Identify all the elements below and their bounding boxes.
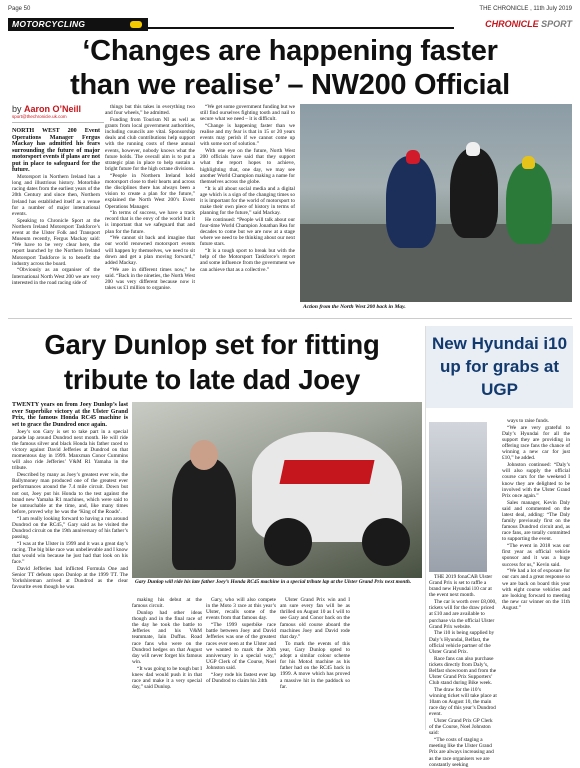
sidebar-column-1 [429,418,497,768]
rear-wheel-icon [362,518,410,566]
brand-label: CHRONICLE SPORT [485,19,572,29]
article2-headline: Gary Dunlop set for fitting tribute to late dad Joey [44,329,380,395]
photo2-caption: Gary Dunlop will ride his late father Joey’s Honda RC45 machine in a special tribute lap at the Ulster Grand Prix next month. [132,578,422,594]
section-divider [8,318,572,319]
paragraph: THE 2019 fonaCAB Ulster Grand Prix is set to raffle a brand new Hyundai i10 car at the event next month. [429,574,493,599]
helmet-2-icon [466,142,480,156]
helmet-3-icon [522,156,535,169]
paragraph: Sales manager, Kevin Daly said and commented on the latest deal, adding: “The Daly family previously first on the famous Dundrod circuit and, as race fans, are totally committed to supporting the event. [502,499,570,543]
rider-figure-icon [172,458,236,570]
paragraph: ways to raise funds. [507,418,550,424]
sidebar-column-2 [502,418,570,728]
paragraph: “The 1999 superbike race battle between Joey and David Jefferies was one of the greatest races ever seen at the Ulster and we wanted to mark the 20th anniversary in a special way,” UGP Clerk of the Course, Noel Johnston said. [206,622,276,672]
rider-2-icon [450,148,498,238]
byline: by Aaron O’Neill sport@thechronicle.uk.com [12,104,97,123]
paragraph: Ulster Grand Prix win and I am sure every fan will be as thrilled on August 10 as I will to see Gary and Conor back on the famous old course aboard the machines Joey and David rode that day.” [280,597,350,640]
page-topline [8,6,572,16]
article1-column-2 [105,104,195,314]
paragraph: TWENTY years on from Joey Dunlop’s last ever Superbike victory at the Ulster Grand Prix, the famous Honda RC45 machine is set to grace the Dundrod once again. [12,402,128,428]
paragraph: NORTH WEST 200 Event Operations Manager Fergus Mackay has admitted his fears surrounding the future of major motorsport events if plans are not put in place to safeguard for the future. [12,128,100,173]
section-label: MOTORCYCLING [8,18,148,31]
paragraph: “Joey rode his fastest ever lap of Dundrod to claim his 24th [206,671,276,685]
paragraph: “We are very grateful to Daly’s Hyundai for all the support they are providing in offering race fans the chance of winning a new car for just £10,” he added. [502,424,570,462]
paragraph: “I am really looking forward to having a run around Dundrod on the RC45,” Gary said as he visited the Dundrod circuit on the 19th anniversary of his father’s passing. [12,515,128,541]
paragraph: things but this takes in everything two and four wheels,” he admitted. [105,104,195,117]
section-rule [148,27,454,29]
paragraph: “It was going to be tough but I knew dad would push it in that race and make it a very special day,” said Dunlop. [132,665,202,691]
paragraph: Joey’s son Gary is set to take part in a special parade lap around Dundrod next month. He will ride the famous silver and black Honda his father raced to victory against David Jefferies at Dundrod on that momentous day in 1999. Manxman Conor Cummins will also ride Jefferies’ V&M R1 Yamaha in the tribute. [12,428,128,472]
paragraph: “I was at the Ulster in 1999 and it was a great day’s racing. The big bike race was unbelievable and I know that would win because he just had that look on his face.” [12,540,128,566]
paragraph: Dunlop had other ideas though and in the final race of the day he took the battle to Jefferies and his V&M teammate, Iain Duffus. Road race fans who were on the Dundrod hedges on that August day will never forget his famous win. [132,609,202,666]
rider-1-icon [386,156,436,248]
dunlop-honda-photo [132,402,422,594]
rider-head-icon [190,440,218,470]
article1-headline: ‘Changes are happening faster than we realise’ – NW200 Official [70,35,510,101]
issue-date: THE CHRONICLE , 11th July 2019 [479,6,572,12]
paragraph: Funding from Tourism NI as well as grants from local government authorities, including councils are vital. Sponsorship deals and club contributions help support with the running costs of these annual events, however, nobody knows what the future holds. The overall aim is to put a strategic plan in place to help sustain a bright future for the high octane divisions. [105,116,195,173]
paragraph: The draw for the i10’s winning ticket will take place at 10am on August 10, the main race day of this year’s Dundrod event. [429,686,497,718]
paragraph: David Jefferies had inflicted Formula One and Senior TT defeats upon Dunlop at the 1999 TT. The Yorkshireman arrived at Dundrod as the clear favourite even though he was [12,565,128,591]
rider-3-icon [506,162,552,244]
paragraph: “We had a lot of exposure for our cars and a great response so we are back on board this year with eight course vehicles and are looking forward to meeting the new car winner on the 11th August.” [502,568,570,612]
paragraph: The car is worth over £8,000, tickets will for the draw priced at £10 and are available to purchase via the official Ulster Grand Prix website. [429,599,497,630]
article1-column-3 [200,104,295,314]
image-float-spacer [429,418,489,574]
paragraph: “Obviously as an organiser of the International North West 200 we are very interested in the road racing side of [12,267,100,286]
nw200-action-photo [300,104,572,313]
paragraph: Race fans can also purchase tickets directly from Daly’s, Belfast showroom and from the Ulster Grand Prix Supporters’ Club stand during Bike week. [429,655,497,687]
paragraph: To mark the events of this year, Gary Dunlop opted to adopt a similar colour scheme for his Moto4 machine as his father had on the RC45 back in 1999. A move which has proved a massive hit in the paddock so far. [280,640,350,690]
paragraph: “We get some government funding but we still find ourselves fighting tooth and nail to secure what we need – it is difficult. [200,104,295,123]
paragraph: “We cannot sit back and imagine that our world renowned motorsport events will happen by themselves, we need to sit down and get a plan moving forward,” added Mackay. [105,235,195,266]
paragraph: “The event in 2018 was our first year as official vehicle sponsor and it was a huge success for us,” Kevin said. [502,543,570,568]
paragraph: He continued: “People will talk about our four-time World Champion Jonathan Rea for decades to come but we are now at a stage where we need to be thinking about our next future stars. [200,216,295,248]
byline-rule [12,122,104,123]
fairing-stripe-icon [279,460,374,484]
sponsor-badge-icon [130,21,142,28]
hyundai-sidebar [425,326,572,768]
front-wheel-icon [264,518,312,566]
author-name: Aaron O’Neill [24,104,82,114]
article1-column-1 [12,128,100,314]
paragraph: The i10 is being supplied by Daly’s Hyundai, Belfast, the official vehicle partner of the Ulster Grand Prix. [429,630,495,655]
article2-column-1 [12,402,128,730]
paragraph: Described by many as Joey’s greatest ever win, the Ballymoney man produced one of the greatest ever performances around the 7.4 mile circuit. Down but not out, Joey put his Honda to the test against the brand new Yamaha R1 machines, which were said to be untouchable at the time, and, like many times before, proved why he was the ‘King of the Roads’. [12,472,128,516]
paragraph: Ulster Grand Prix GP Clerk of the Course, Noel Johnston said: [429,718,493,737]
sidebar-headline-box [426,326,573,408]
paragraph: Gary, who will also compete in the Moto 3 race at this year’s Ulster, recalls some of the events from that famous day. [206,597,276,622]
paragraph: “It is a tough sport to break but with the help of the Motorsport Taskforce’s report and some influence from the government we can achieve that as a collective.” [200,248,295,273]
page-number: Page 50 [8,6,31,12]
paragraph: Johnston continued: “Daly’s will also supply the official course cars for the weekend I know they are delighted to be involved with the Ulster Grand Prix once again.” [502,462,570,499]
author-email: sport@thechronicle.uk.com [12,114,67,119]
paragraph: “People in Northern Ireland hold motorsport close to their hearts and across the disciplines there has always been a vision to create a plan for the future,” explained the North West 200’s Event Operations Manager. [105,172,195,210]
photo1-caption: Action from the North West 200 back in May. [300,302,572,313]
paragraph: making his debut at the famous circuit. [132,597,202,610]
paragraph: “In terms of success, we have a track record that is the envy of the world but it is important that we safeguard that and plan for the future. [105,210,195,235]
paragraph: “Change is happening faster than we realise and my fear is that in 15 or 20 years events may perish if we cannot come up with some sort of solution.” [200,122,295,148]
section-bar [8,18,572,31]
paragraph: “We are in different times now,” he said. “Back in the nineties, the North West 200 was very different because now it takes us £1 million to organise. [105,266,195,292]
article2-column-4 [280,597,350,730]
article2-column-3 [206,597,276,730]
paragraph: “It is all about social media and a digital age which is a sign of the changing times so it is important for the world of motorsport to make their own piece of history in terms of planning for the future,” said Mackay. [200,185,295,217]
paragraph: Motorsport in Northern Ireland has a long and illustrious history. Motorbike racing dates from the earliest years of the 20th Century and since then, Northern Ireland has established itself as a venue for a number of major international events. [12,174,100,217]
paragraph: Speaking to Chronicle Sport at the Northern Ireland Motorsport Taskforce’s event at the Ulster Folk and Transport Museum recently, Fergus Mackay said: “We have to be very clear here, the report launched by the Northern Ireland Motorsport Taskforce is to benefit the industry across the board. [12,217,100,267]
sidebar-headline: New Hyundai i10 up for grabs at UGP [431,334,568,399]
article2-column-2 [132,597,202,730]
paragraph: With one eye on the future, North West 200 officials have said that they support what the report hopes to achieve, highlighting that, one day, we may see another World Champion making a name for themselves across the globe. [200,148,295,185]
paragraph: “The costs of staging a meeting like the Ulster Grand Prix are always increasing and as the race organisers we are constantly seeking [429,737,494,768]
helmet-1-icon [406,150,420,164]
